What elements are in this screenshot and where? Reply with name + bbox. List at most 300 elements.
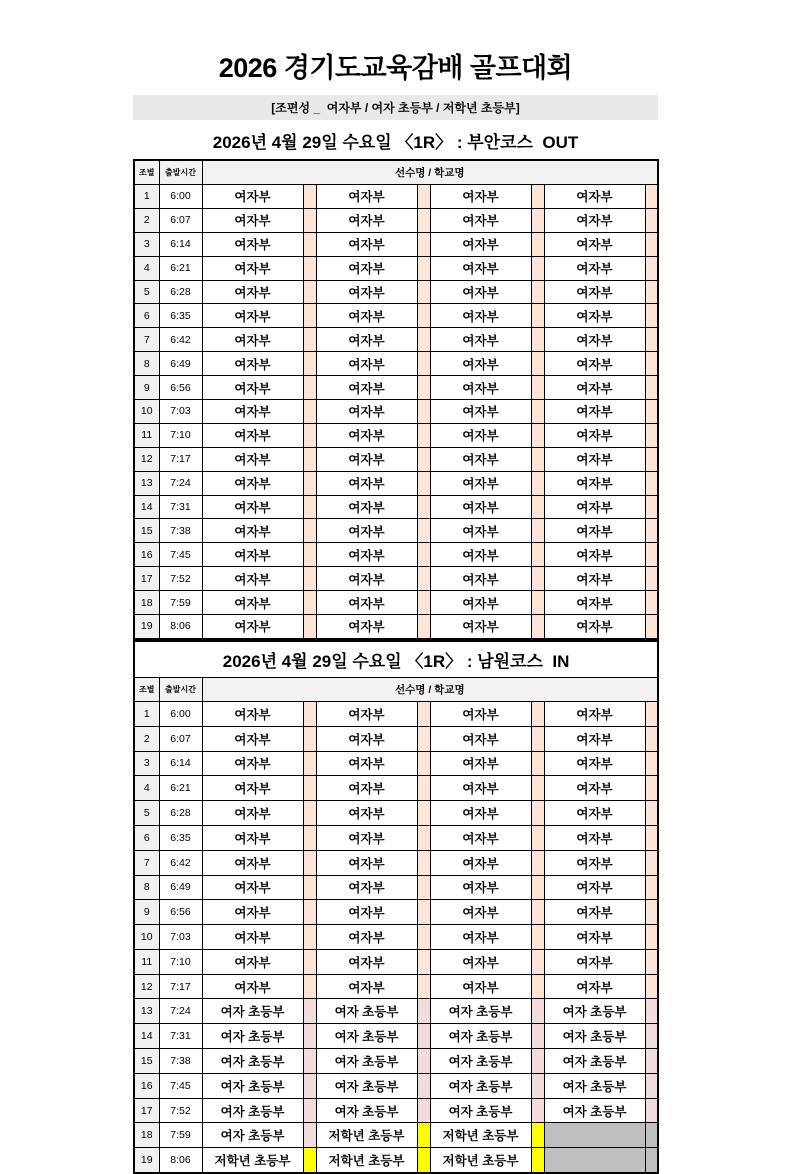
separator-cell — [417, 423, 430, 447]
separator-cell — [303, 1123, 316, 1148]
player-cell: 여자부 — [544, 495, 645, 519]
player-cell: 저학년 초등부 — [316, 1123, 417, 1148]
start-time: 6:28 — [159, 801, 202, 826]
separator-cell — [645, 1148, 658, 1173]
col-header-group: 조별 — [134, 160, 159, 185]
player-cell: 여자 초등부 — [316, 1098, 417, 1123]
schedule-row — [134, 925, 658, 950]
table-header-row — [134, 677, 658, 701]
start-time: 6:35 — [159, 304, 202, 328]
start-time: 6:28 — [159, 280, 202, 304]
group-number: 18 — [134, 591, 159, 615]
player-cell: 여자부 — [544, 825, 645, 850]
separator-cell — [645, 519, 658, 543]
group-number: 7 — [134, 328, 159, 352]
player-cell: 여자부 — [430, 850, 531, 875]
player-cell: 여자부 — [544, 900, 645, 925]
player-cell: 여자부 — [202, 208, 303, 232]
group-number: 14 — [134, 1024, 159, 1049]
separator-cell — [417, 825, 430, 850]
player-cell: 여자부 — [316, 256, 417, 280]
player-cell: 여자부 — [316, 185, 417, 209]
separator-cell — [417, 304, 430, 328]
start-time: 6:49 — [159, 352, 202, 376]
player-cell: 여자부 — [316, 280, 417, 304]
player-cell: 여자부 — [544, 949, 645, 974]
player-cell: 여자부 — [202, 519, 303, 543]
separator-cell — [417, 801, 430, 826]
player-cell: 여자부 — [316, 232, 417, 256]
group-number: 7 — [134, 850, 159, 875]
player-cell: 여자부 — [430, 304, 531, 328]
player-cell: 여자부 — [202, 801, 303, 826]
separator-cell — [531, 726, 544, 751]
schedule-row — [134, 519, 658, 543]
separator-cell — [303, 280, 316, 304]
start-time: 6:56 — [159, 376, 202, 400]
separator-cell — [645, 776, 658, 801]
separator-cell — [531, 471, 544, 495]
separator-cell — [645, 471, 658, 495]
separator-cell — [531, 1148, 544, 1173]
group-number: 15 — [134, 519, 159, 543]
col-header-start-time: 출발시간 — [159, 160, 202, 185]
separator-cell — [531, 615, 544, 639]
separator-cell — [303, 1098, 316, 1123]
group-number: 11 — [134, 423, 159, 447]
group-number: 6 — [134, 825, 159, 850]
player-cell: 여자부 — [430, 751, 531, 776]
player-cell: 여자부 — [202, 726, 303, 751]
separator-cell — [417, 1073, 430, 1098]
separator-cell — [531, 328, 544, 352]
schedule-row — [134, 999, 658, 1024]
group-number: 12 — [134, 447, 159, 471]
separator-cell — [645, 232, 658, 256]
start-time: 7:31 — [159, 495, 202, 519]
player-cell: 여자부 — [316, 591, 417, 615]
separator-cell — [303, 328, 316, 352]
player-cell: 여자부 — [316, 208, 417, 232]
start-time: 6:07 — [159, 208, 202, 232]
player-cell: 여자부 — [316, 423, 417, 447]
player-cell: 여자 초등부 — [430, 1049, 531, 1074]
player-cell: 여자부 — [544, 328, 645, 352]
schedule-row — [134, 232, 658, 256]
start-time: 8:06 — [159, 615, 202, 639]
start-time: 7:45 — [159, 543, 202, 567]
separator-cell — [417, 1098, 430, 1123]
player-cell: 여자부 — [430, 825, 531, 850]
start-time: 7:03 — [159, 925, 202, 950]
group-number: 12 — [134, 974, 159, 999]
player-cell: 여자부 — [544, 974, 645, 999]
schedule-row — [134, 974, 658, 999]
player-cell: 여자부 — [544, 615, 645, 639]
player-cell: 여자부 — [316, 875, 417, 900]
player-cell: 여자부 — [202, 232, 303, 256]
separator-cell — [645, 925, 658, 950]
player-cell: 여자 초등부 — [316, 1073, 417, 1098]
schedule-row — [134, 801, 658, 826]
separator-cell — [303, 776, 316, 801]
player-cell: 여자부 — [316, 471, 417, 495]
schedule-table-namwon-in — [133, 640, 659, 1174]
player-cell: 여자부 — [316, 949, 417, 974]
separator-cell — [417, 925, 430, 950]
player-cell: 여자부 — [202, 495, 303, 519]
separator-cell — [531, 1024, 544, 1049]
separator-cell — [531, 304, 544, 328]
player-cell: 여자부 — [202, 615, 303, 639]
player-cell: 여자부 — [316, 615, 417, 639]
col-header-group: 조별 — [134, 677, 159, 701]
separator-cell — [303, 1148, 316, 1173]
player-cell: 여자부 — [544, 751, 645, 776]
separator-cell — [303, 949, 316, 974]
player-cell: 여자부 — [316, 801, 417, 826]
col-header-start-time: 출발시간 — [159, 677, 202, 701]
schedule-row — [134, 567, 658, 591]
separator-cell — [417, 751, 430, 776]
player-cell: 여자부 — [544, 376, 645, 400]
group-number: 5 — [134, 801, 159, 826]
separator-cell — [645, 999, 658, 1024]
player-cell: 여자부 — [316, 776, 417, 801]
schedule-row — [134, 423, 658, 447]
separator-cell — [531, 825, 544, 850]
schedule-row — [134, 751, 658, 776]
player-cell: 여자부 — [544, 519, 645, 543]
separator-cell — [645, 825, 658, 850]
group-number: 14 — [134, 495, 159, 519]
separator-cell — [645, 543, 658, 567]
player-cell: 여자 초등부 — [430, 1098, 531, 1123]
player-cell: 여자부 — [316, 495, 417, 519]
separator-cell — [531, 974, 544, 999]
separator-cell — [531, 352, 544, 376]
player-cell: 여자부 — [430, 591, 531, 615]
player-cell: 여자부 — [430, 208, 531, 232]
schedule-row — [134, 208, 658, 232]
separator-cell — [417, 352, 430, 376]
start-time: 7:03 — [159, 400, 202, 424]
separator-cell — [303, 825, 316, 850]
player-cell: 여자부 — [544, 850, 645, 875]
group-number: 16 — [134, 543, 159, 567]
separator-cell — [303, 232, 316, 256]
separator-cell — [303, 185, 316, 209]
player-cell: 여자 초등부 — [202, 1049, 303, 1074]
player-cell: 여자 초등부 — [430, 999, 531, 1024]
schedule-row — [134, 1123, 658, 1148]
player-cell: 여자부 — [430, 726, 531, 751]
separator-cell — [303, 1049, 316, 1074]
separator-cell — [303, 801, 316, 826]
player-cell: 여자부 — [430, 543, 531, 567]
player-cell: 여자 초등부 — [316, 1049, 417, 1074]
separator-cell — [303, 208, 316, 232]
group-number: 4 — [134, 776, 159, 801]
separator-cell — [417, 232, 430, 256]
separator-cell — [417, 567, 430, 591]
separator-cell — [417, 328, 430, 352]
player-cell: 여자부 — [316, 352, 417, 376]
player-cell: 여자부 — [202, 304, 303, 328]
schedule-row — [134, 949, 658, 974]
separator-cell — [531, 376, 544, 400]
separator-cell — [531, 543, 544, 567]
separator-cell — [645, 751, 658, 776]
player-cell: 여자 초등부 — [544, 1073, 645, 1098]
player-cell: 여자부 — [430, 519, 531, 543]
schedule-row — [134, 495, 658, 519]
col-header-players: 선수명 / 학교명 — [202, 160, 658, 185]
schedule-row — [134, 280, 658, 304]
separator-cell — [531, 850, 544, 875]
separator-cell — [303, 701, 316, 726]
player-cell: 여자부 — [202, 825, 303, 850]
separator-cell — [417, 519, 430, 543]
player-cell: 여자부 — [430, 256, 531, 280]
separator-cell — [417, 615, 430, 639]
separator-cell — [303, 423, 316, 447]
player-cell: 여자부 — [316, 543, 417, 567]
separator-cell — [303, 850, 316, 875]
separator-cell — [531, 1049, 544, 1074]
start-time: 7:52 — [159, 567, 202, 591]
player-cell: 여자부 — [430, 949, 531, 974]
schedule-row — [134, 352, 658, 376]
separator-cell — [531, 701, 544, 726]
group-number: 8 — [134, 875, 159, 900]
separator-cell — [645, 423, 658, 447]
group-number: 13 — [134, 999, 159, 1024]
player-cell: 여자부 — [202, 974, 303, 999]
group-number: 5 — [134, 280, 159, 304]
start-time: 6:49 — [159, 875, 202, 900]
player-cell: 여자부 — [544, 801, 645, 826]
start-time: 6:00 — [159, 185, 202, 209]
player-cell: 여자부 — [316, 925, 417, 950]
player-cell: 여자부 — [316, 328, 417, 352]
separator-cell — [645, 801, 658, 826]
separator-cell — [531, 1073, 544, 1098]
player-cell: 여자부 — [430, 615, 531, 639]
player-cell: 여자부 — [430, 376, 531, 400]
separator-cell — [417, 1049, 430, 1074]
player-cell: 여자부 — [430, 471, 531, 495]
start-time: 6:56 — [159, 900, 202, 925]
start-time: 7:59 — [159, 591, 202, 615]
separator-cell — [303, 726, 316, 751]
player-cell: 여자부 — [544, 726, 645, 751]
player-cell: 여자부 — [316, 304, 417, 328]
player-cell: 여자부 — [202, 256, 303, 280]
player-cell: 여자부 — [202, 447, 303, 471]
start-time: 6:42 — [159, 850, 202, 875]
player-cell: 여자부 — [544, 925, 645, 950]
group-number: 1 — [134, 701, 159, 726]
separator-cell — [417, 949, 430, 974]
separator-cell — [417, 701, 430, 726]
separator-cell — [645, 949, 658, 974]
table-title-row — [134, 641, 658, 678]
player-cell: 여자부 — [202, 400, 303, 424]
separator-cell — [645, 1098, 658, 1123]
player-cell: 여자부 — [202, 701, 303, 726]
separator-cell — [417, 376, 430, 400]
player-cell: 여자부 — [430, 776, 531, 801]
group-number: 8 — [134, 352, 159, 376]
player-cell: 여자부 — [544, 400, 645, 424]
schedule-row — [134, 850, 658, 875]
separator-cell — [303, 495, 316, 519]
group-number: 17 — [134, 567, 159, 591]
separator-cell — [303, 376, 316, 400]
start-time: 7:45 — [159, 1073, 202, 1098]
player-cell: 여자부 — [202, 925, 303, 950]
separator-cell — [417, 495, 430, 519]
schedule-row — [134, 776, 658, 801]
schedule-row — [134, 376, 658, 400]
group-number: 3 — [134, 751, 159, 776]
start-time: 6:42 — [159, 328, 202, 352]
schedule-row — [134, 1024, 658, 1049]
separator-cell — [645, 726, 658, 751]
start-time: 7:10 — [159, 423, 202, 447]
player-cell: 여자부 — [316, 751, 417, 776]
start-time: 7:31 — [159, 1024, 202, 1049]
start-time: 7:17 — [159, 974, 202, 999]
player-cell: 여자부 — [430, 328, 531, 352]
separator-cell — [417, 280, 430, 304]
schedule-row — [134, 1049, 658, 1074]
subtitle-bar: [조편성 _ 여자부 / 여자 초등부 / 저학년 초등부] — [133, 95, 658, 120]
separator-cell — [531, 900, 544, 925]
separator-cell — [303, 1073, 316, 1098]
separator-cell — [531, 447, 544, 471]
player-cell: 여자부 — [316, 701, 417, 726]
page-title: 2026 경기도교육감배 골프대회 — [218, 53, 573, 83]
start-time: 8:06 — [159, 1148, 202, 1173]
start-time: 7:59 — [159, 1123, 202, 1148]
separator-cell — [303, 751, 316, 776]
start-time: 6:00 — [159, 701, 202, 726]
player-cell: 여자 초등부 — [202, 1073, 303, 1098]
separator-cell — [417, 974, 430, 999]
table-header-row — [134, 160, 658, 185]
schedule-row — [134, 1073, 658, 1098]
separator-cell — [645, 1123, 658, 1148]
separator-cell — [645, 1024, 658, 1049]
player-cell: 여자부 — [544, 471, 645, 495]
player-cell: 여자부 — [430, 495, 531, 519]
separator-cell — [531, 400, 544, 424]
separator-cell — [417, 726, 430, 751]
group-number: 13 — [134, 471, 159, 495]
separator-cell — [303, 519, 316, 543]
player-cell: 여자부 — [430, 900, 531, 925]
start-time: 7:52 — [159, 1098, 202, 1123]
player-cell: 여자 초등부 — [544, 1024, 645, 1049]
separator-cell — [303, 925, 316, 950]
separator-cell — [417, 1148, 430, 1173]
separator-cell — [645, 1049, 658, 1074]
schedule-row — [134, 304, 658, 328]
player-cell: 여자부 — [202, 376, 303, 400]
separator-cell — [531, 567, 544, 591]
separator-cell — [645, 280, 658, 304]
separator-cell — [531, 751, 544, 776]
start-time: 6:07 — [159, 726, 202, 751]
player-cell: 여자부 — [202, 875, 303, 900]
separator-cell — [645, 256, 658, 280]
group-number: 3 — [134, 232, 159, 256]
start-time: 6:14 — [159, 751, 202, 776]
separator-cell — [531, 801, 544, 826]
separator-cell — [645, 208, 658, 232]
separator-cell — [303, 875, 316, 900]
start-time: 7:10 — [159, 949, 202, 974]
separator-cell — [645, 304, 658, 328]
player-cell: 여자 초등부 — [544, 999, 645, 1024]
player-cell: 여자부 — [544, 701, 645, 726]
player-cell: 여자부 — [430, 232, 531, 256]
player-cell: 여자 초등부 — [316, 1024, 417, 1049]
separator-cell — [645, 591, 658, 615]
separator-cell — [417, 185, 430, 209]
separator-cell — [417, 591, 430, 615]
player-cell: 여자부 — [316, 376, 417, 400]
separator-cell — [303, 974, 316, 999]
separator-cell — [417, 900, 430, 925]
group-number: 19 — [134, 615, 159, 639]
separator-cell — [303, 567, 316, 591]
player-cell: 여자부 — [544, 208, 645, 232]
player-cell: 여자부 — [430, 567, 531, 591]
separator-cell — [531, 1098, 544, 1123]
player-cell: 여자부 — [430, 185, 531, 209]
separator-cell — [645, 352, 658, 376]
separator-cell — [531, 208, 544, 232]
player-cell: 여자부 — [544, 423, 645, 447]
player-cell: 여자 초등부 — [202, 1024, 303, 1049]
player-cell: 저학년 초등부 — [316, 1148, 417, 1173]
player-cell: 여자부 — [544, 776, 645, 801]
col-header-players: 선수명 / 학교명 — [202, 677, 658, 701]
player-cell: 저학년 초등부 — [430, 1148, 531, 1173]
separator-cell — [531, 519, 544, 543]
schedule-row — [134, 543, 658, 567]
separator-cell — [303, 471, 316, 495]
group-number: 15 — [134, 1049, 159, 1074]
separator-cell — [417, 208, 430, 232]
separator-cell — [645, 495, 658, 519]
separator-cell — [417, 543, 430, 567]
schedule-row — [134, 825, 658, 850]
player-cell: 저학년 초등부 — [430, 1123, 531, 1148]
player-cell: 여자부 — [316, 567, 417, 591]
group-number: 2 — [134, 726, 159, 751]
separator-cell — [531, 256, 544, 280]
schedule-row — [134, 471, 658, 495]
separator-cell — [303, 400, 316, 424]
player-cell: 여자부 — [202, 328, 303, 352]
table-title-buan-out: 2026년 4월 29일 수요일 〈1R〉 : 부안코스 OUT — [212, 133, 579, 152]
schedule-row — [134, 591, 658, 615]
start-time: 6:21 — [159, 776, 202, 801]
